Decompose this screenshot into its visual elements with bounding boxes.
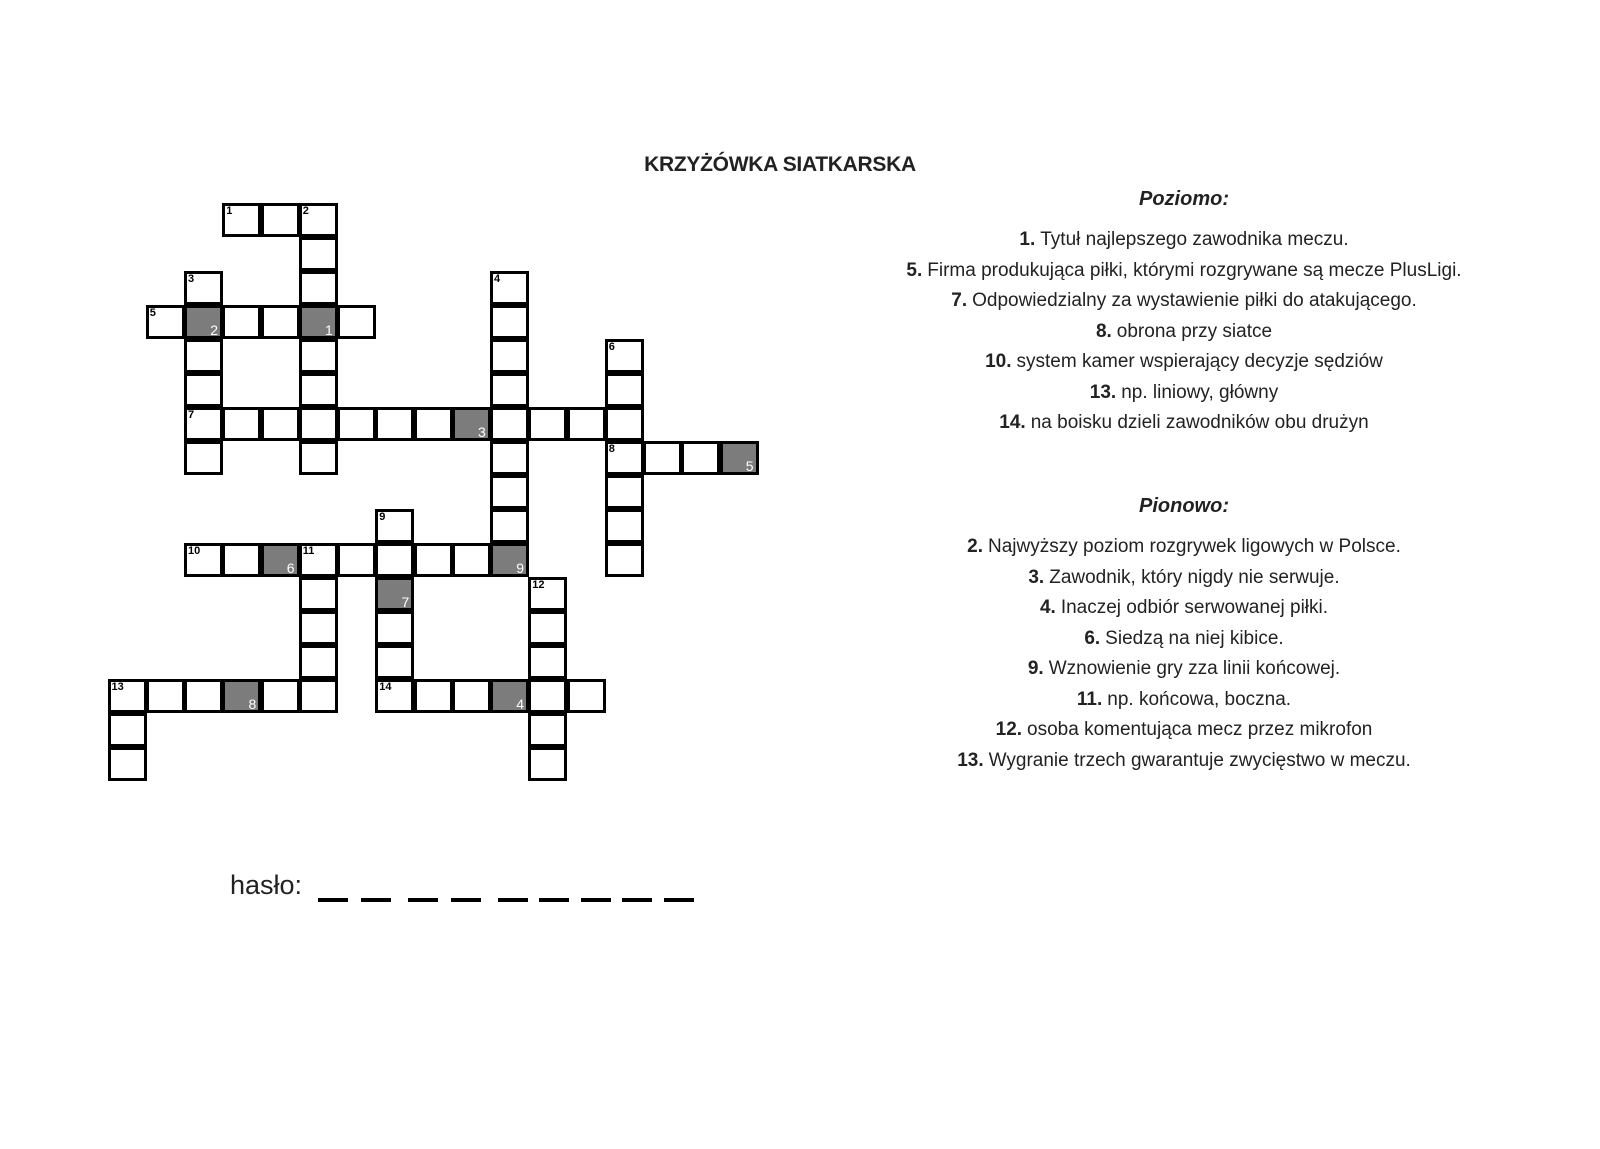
password-blank[interactable]	[622, 898, 652, 902]
crossword-cell[interactable]	[528, 611, 567, 645]
crossword-cell[interactable]	[261, 203, 300, 237]
crossword-cell[interactable]	[299, 237, 338, 271]
crossword-cell[interactable]	[490, 339, 529, 373]
clue-number: 14	[379, 680, 392, 693]
clue-text: Tytuł najlepszego zawodnika meczu.	[1040, 229, 1349, 250]
clue-number-label: 4.	[1039, 597, 1056, 618]
crossword-cell[interactable]	[184, 679, 223, 713]
crossword-cell[interactable]	[452, 543, 491, 577]
password-letter-cell[interactable]	[222, 679, 261, 713]
password-letter-cell[interactable]	[720, 441, 759, 475]
crossword-cell[interactable]	[299, 203, 338, 237]
crossword-cell[interactable]	[337, 305, 376, 339]
clue-number-label: 1.	[1019, 229, 1036, 250]
crossword-cell[interactable]	[375, 407, 414, 441]
crossword-cell[interactable]	[490, 271, 529, 305]
clue-number: 3	[188, 272, 195, 285]
crossword-cell[interactable]	[299, 645, 338, 679]
clue-text: obrona przy siatce	[1116, 320, 1273, 342]
clue-number: 8	[608, 442, 615, 455]
down-clue	[800, 593, 1568, 624]
crossword-cell[interactable]	[299, 271, 338, 305]
page-title: KRZYŻÓWKA SIATKARSKA	[644, 153, 916, 176]
crossword-cell[interactable]	[184, 339, 223, 373]
crossword-cell[interactable]	[605, 441, 644, 475]
clue-text: na boisku dzieli zawodników obu drużyn	[1030, 412, 1369, 433]
clue-number: 7	[188, 408, 195, 421]
clue-number-label: 5.	[906, 259, 923, 281]
down-clue	[800, 685, 1568, 716]
crossword-cell[interactable]	[414, 543, 453, 577]
crossword-cell[interactable]	[528, 679, 567, 713]
crossword-cell[interactable]	[605, 509, 644, 543]
crossword-cell[interactable]	[567, 407, 606, 441]
crossword-grid	[0, 0, 800, 820]
clue-number-label: 7.	[951, 290, 968, 311]
password-blank[interactable]	[361, 898, 391, 902]
crossword-cell[interactable]	[528, 407, 567, 441]
password-index: 6	[286, 559, 295, 576]
crossword-cell[interactable]	[528, 577, 567, 611]
down-clue	[800, 532, 1568, 563]
crossword-cell[interactable]	[337, 543, 376, 577]
clue-number: 4	[494, 272, 501, 285]
clue-text: Siedzą na niej kibice.	[1105, 627, 1284, 649]
password-index: 3	[477, 423, 486, 440]
crossword-cell[interactable]	[108, 679, 147, 713]
clue-number: 5	[149, 306, 156, 319]
crossword-cell[interactable]	[375, 543, 414, 577]
clue-number-label: 13.	[957, 749, 984, 771]
crossword-cell[interactable]	[184, 373, 223, 407]
crossword-cell[interactable]	[299, 373, 338, 407]
clue-number-label: 14.	[999, 412, 1026, 433]
password-label: hasło:	[230, 870, 303, 900]
across-heading: Poziomo:	[1139, 188, 1229, 210]
crossword-cell[interactable]	[375, 679, 414, 713]
crossword-cell[interactable]	[528, 645, 567, 679]
crossword-cell[interactable]	[414, 407, 453, 441]
password-blank[interactable]	[451, 898, 481, 902]
password-letter-cell[interactable]	[452, 407, 491, 441]
crossword-cell[interactable]	[414, 679, 453, 713]
password-blank[interactable]	[581, 898, 611, 902]
password-index: 1	[324, 321, 333, 338]
crossword-cell[interactable]	[261, 679, 300, 713]
clue-number-label: 10.	[985, 351, 1012, 372]
across-clue	[800, 256, 1568, 287]
across-clue	[800, 378, 1568, 409]
crossword-cell[interactable]	[490, 305, 529, 339]
crossword-cell[interactable]	[567, 679, 606, 713]
clue-number-label: 13.	[1089, 381, 1117, 403]
clue-number-label: 3.	[1028, 566, 1045, 588]
crossword-cell[interactable]	[184, 441, 223, 475]
crossword-cell[interactable]	[605, 407, 644, 441]
clue-text: np. liniowy, główny	[1121, 381, 1279, 403]
crossword-cell[interactable]	[108, 747, 147, 781]
down-heading: Pionowo:	[1139, 495, 1229, 517]
password-letter-cell[interactable]	[490, 679, 529, 713]
clue-number: 11	[302, 544, 315, 557]
crossword-cell[interactable]	[146, 679, 185, 713]
password-letter-cell[interactable]	[261, 543, 300, 577]
down-clue	[800, 654, 1568, 685]
clue-text: Inaczej odbiór serwowanej piłki.	[1060, 597, 1329, 618]
crossword-cell[interactable]	[222, 203, 261, 237]
clue-number-label: 12.	[995, 719, 1023, 740]
crossword-cell[interactable]	[261, 305, 300, 339]
down-clue	[800, 624, 1568, 655]
crossword-cell[interactable]	[222, 407, 261, 441]
clue-text: Firma produkująca piłki, którymi rozgrywane są mecze PlusLigi.	[927, 259, 1462, 281]
clue-text: Wznowienie gry zza linii końcowej.	[1048, 658, 1341, 679]
clue-text: Zawodnik, który nigdy nie serwuje.	[1049, 566, 1340, 588]
crossword-cell[interactable]	[528, 747, 567, 781]
clue-number-label: 9.	[1027, 658, 1044, 679]
password-blank[interactable]	[498, 898, 528, 902]
password-index: 4	[516, 695, 524, 712]
crossword-cell[interactable]	[490, 373, 529, 407]
crossword-cell[interactable]	[146, 305, 185, 339]
crossword-cell[interactable]	[375, 645, 414, 679]
crossword-cell[interactable]	[184, 271, 223, 305]
down-clue-list	[800, 532, 1568, 776]
password-letter-cell[interactable]	[375, 577, 414, 611]
password-letter-cell[interactable]	[184, 305, 223, 339]
crossword-cell[interactable]	[490, 407, 529, 441]
clue-text: Odpowiedzialny za wystawienie piłki do atakującego.	[972, 290, 1417, 311]
crossword-cell[interactable]	[299, 441, 338, 475]
across-clue	[800, 225, 1568, 256]
clue-number: 13	[111, 680, 124, 693]
clue-number-label: 11.	[1076, 688, 1103, 710]
crossword-cell[interactable]	[184, 407, 223, 441]
crossword-cell[interactable]	[222, 543, 261, 577]
across-clue	[800, 317, 1568, 348]
crossword-cell[interactable]	[261, 407, 300, 441]
down-clue	[800, 715, 1568, 746]
crossword-cell[interactable]	[299, 611, 338, 645]
crossword-cell[interactable]	[528, 713, 567, 747]
crossword-cell[interactable]	[299, 407, 338, 441]
password-index: 2	[210, 321, 218, 338]
clue-number: 9	[379, 510, 386, 523]
password-index: 5	[745, 457, 754, 474]
crossword-cell[interactable]	[605, 475, 644, 509]
clue-number-label: 8.	[1095, 320, 1112, 342]
across-clue	[800, 408, 1568, 439]
password-letter-cell[interactable]	[490, 543, 529, 577]
clue-text: osoba komentująca mecz przez mikrofon	[1027, 719, 1373, 740]
across-clue	[800, 286, 1568, 317]
crossword-cell[interactable]	[184, 543, 223, 577]
clue-text: Wygranie trzech gwarantuje zwycięstwo w meczu.	[988, 749, 1411, 771]
crossword-cell[interactable]	[605, 339, 644, 373]
password-blank[interactable]	[539, 898, 569, 902]
crossword-cell[interactable]	[108, 713, 147, 747]
clue-number: 12	[532, 578, 545, 591]
crossword-cell[interactable]	[375, 509, 414, 543]
clue-number: 6	[608, 340, 615, 353]
crossword-cell[interactable]	[375, 611, 414, 645]
crossword-cell[interactable]	[490, 475, 529, 509]
crossword-cell[interactable]	[605, 373, 644, 407]
clue-number-label: 6.	[1084, 627, 1101, 649]
crossword-cell[interactable]	[337, 407, 376, 441]
crossword-cell[interactable]	[605, 543, 644, 577]
clue-text: Najwyższy poziom rozgrywek ligowych w Polsce.	[988, 536, 1401, 557]
crossword-cell[interactable]	[681, 441, 720, 475]
down-clue	[800, 563, 1568, 594]
crossword-cell[interactable]	[299, 543, 338, 577]
password-index: 8	[248, 695, 257, 712]
clue-text: np. końcowa, boczna.	[1107, 688, 1292, 710]
crossword-cell[interactable]	[452, 679, 491, 713]
password-index: 7	[401, 593, 410, 610]
crossword-cell[interactable]	[643, 441, 682, 475]
down-clues-section	[800, 495, 1568, 776]
password-letter-cell[interactable]	[299, 305, 338, 339]
clue-number-label: 2.	[967, 536, 983, 557]
across-clues-section	[800, 188, 1568, 439]
crossword-cell[interactable]	[490, 509, 529, 543]
password-blank[interactable]	[664, 898, 694, 902]
clue-number: 1	[226, 204, 233, 217]
password-index: 9	[516, 559, 524, 576]
crossword-cell[interactable]	[299, 339, 338, 373]
across-clue-list	[800, 225, 1568, 439]
clue-number: 10	[188, 544, 201, 557]
down-clue	[800, 746, 1568, 777]
crossword-cell[interactable]	[490, 441, 529, 475]
password-blank[interactable]	[318, 898, 348, 902]
clue-text: system kamer wspierający decyzje sędziów	[1016, 351, 1383, 372]
password-blank[interactable]	[408, 898, 438, 902]
across-clue	[800, 347, 1568, 378]
clue-number: 2	[302, 204, 309, 217]
crossword-cell[interactable]	[299, 679, 338, 713]
crossword-cell[interactable]	[299, 577, 338, 611]
crossword-cell[interactable]	[222, 305, 261, 339]
